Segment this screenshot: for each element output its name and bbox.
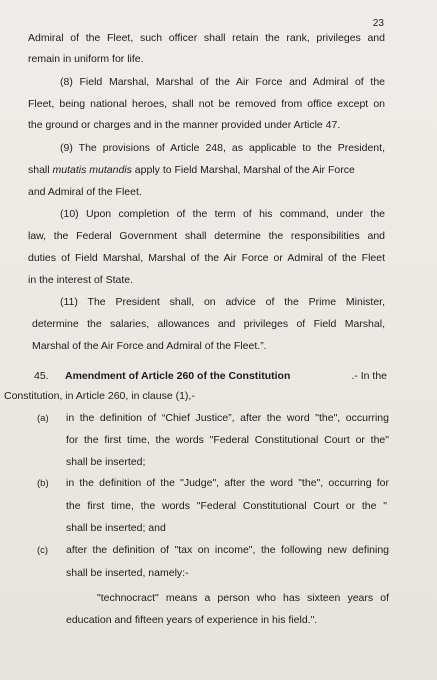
section-heading-line: [65, 369, 387, 383]
item-a-line: in the definition of “Chief Justice”, after the word "the", occurring: [66, 412, 389, 424]
text-span: .- In the: [351, 370, 387, 382]
clause-11: (11) The President shall, on advice of the Prime Minister,: [60, 296, 385, 308]
item-b-line: in the definition of the "Judge", after the word "the", occurring for: [66, 477, 389, 489]
text-line: [28, 163, 355, 177]
text-line: in the interest of State.: [28, 274, 134, 286]
text-line: the ground or charges and in the manner provided under Article 47.: [28, 119, 341, 131]
text-line: law, the Federal Government shall determine the responsibilities and: [28, 230, 385, 242]
item-a-line: shall be inserted;: [66, 456, 146, 468]
text-span: apply to Field Marshal, Marshal of the Air Force: [131, 164, 355, 176]
clause-9: (9) The provisions of Article 248, as applicable to the President,: [60, 142, 385, 154]
text-line: remain in uniform for life.: [28, 53, 144, 65]
clause-10: (10) Upon completion of the term of his command, under the: [60, 208, 385, 220]
section-number: 45.: [34, 370, 49, 382]
item-c-line: shall be inserted, namely:-: [66, 567, 189, 579]
text-span: shall: [28, 164, 53, 176]
latin-phrase: mutatis mutandis: [52, 164, 132, 176]
definition-line: education and fifteen years of experience in his field.".: [66, 614, 318, 626]
clause-8: (8) Field Marshal, Marshal of the Air Force and Admiral of the: [60, 76, 385, 88]
item-b-line: shall be inserted; and: [66, 522, 166, 534]
item-label: (b): [37, 478, 49, 489]
text-line: Fleet, being national heroes, shall not be removed from office except on: [28, 98, 385, 110]
item-label: (a): [37, 413, 49, 424]
text-line: Admiral of the Fleet, such officer shall retain the rank, privileges and: [28, 32, 385, 44]
item-a-line: for the first time, the words "Federal Constitutional Court or the": [66, 434, 389, 446]
text-line: and Admiral of the Fleet.: [28, 186, 142, 198]
section-heading: Amendment of Article 260 of the Constitution: [65, 370, 291, 382]
text-line: Marshal of the Air Force and Admiral of the Fleet.”.: [32, 340, 267, 352]
item-label: (c): [37, 545, 49, 556]
item-c-line: after the definition of "tax on income", the following new defining: [66, 544, 389, 556]
text-line: determine the salaries, allowances and privileges of Field Marshal,: [32, 318, 385, 330]
text-line: duties of Field Marshal, Marshal of the Air Force or Admiral of the Fleet: [28, 252, 385, 264]
page-number: 23: [372, 18, 384, 29]
text-line: Constitution, in Article 260, in clause (1),-: [4, 390, 195, 402]
item-b-line: the first time, the words "Federal Constitutional Court or the ": [66, 500, 387, 512]
definition-line: "technocract" means a person who has sixteen years of: [97, 592, 389, 604]
